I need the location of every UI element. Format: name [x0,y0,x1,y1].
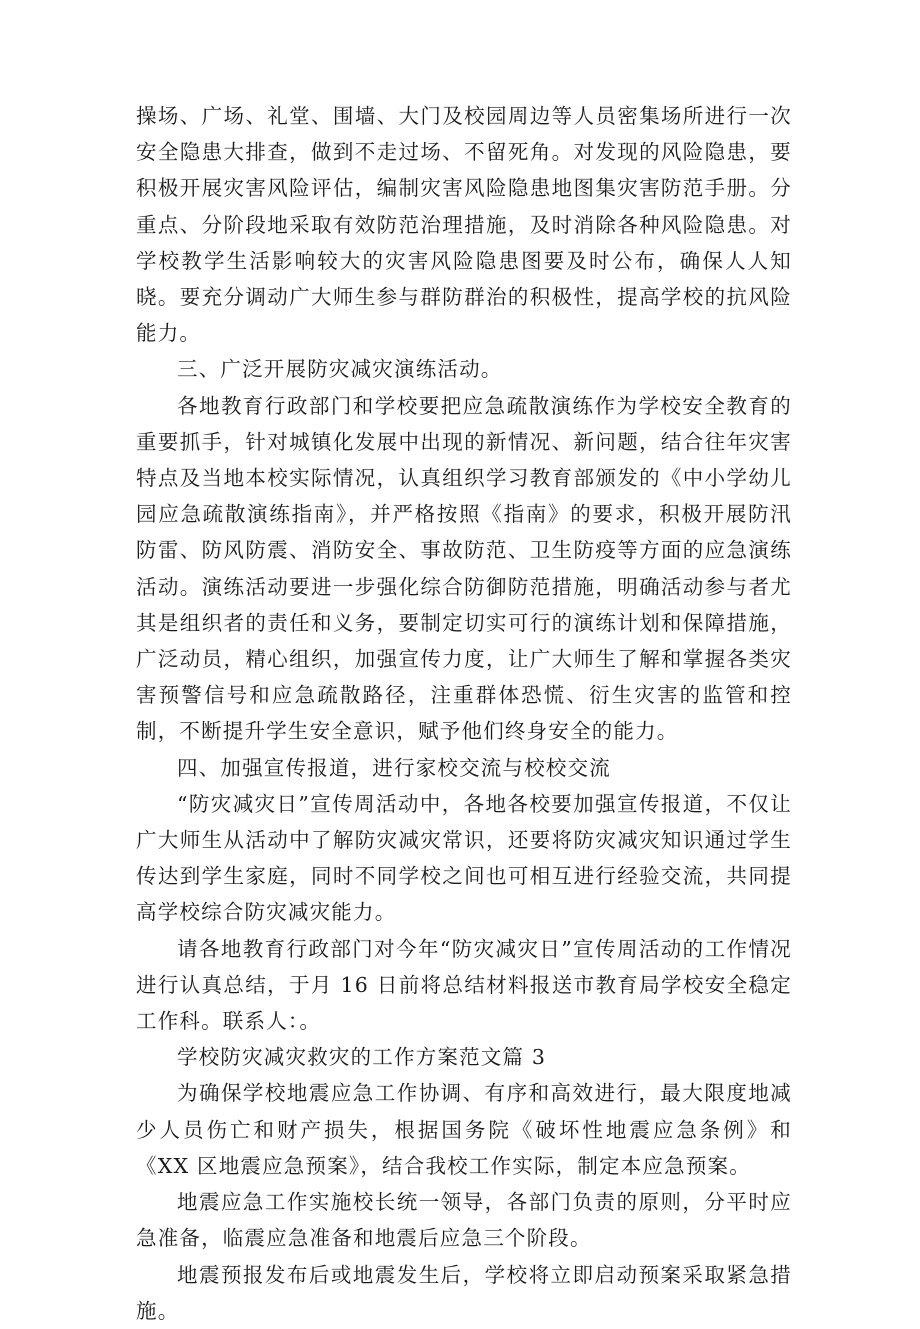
paragraph-summary-submission: 请各地教育行政部门对今年“防灾减灾日”宣传周活动的工作情况进行认真总结，于月 16 日前将总结材料报送市教育局学校安全稳定工作科。联系人：。 [136,936,792,1034]
paragraph-evacuation-drills: 各地教育行政部门和学校要把应急疏散演练作为学校安全教育的重要抓手，针对城镇化发展中出现的新情况、新问题，结合往年灾害特点及当地本校实际情况，认真组织学习教育部颁发的《中小学幼儿园应急疏散演练指南》，并严格按照《指南》的要求，积极开展防汛防雷、防风防震、消防安全、事故防范、卫生防疫等方面的应急演练活动。演练活动要进一步强化综合防御防范措施，明确活动参与者尤其是组织者的责任和义务，要制定切实可行的演练计划和保障措施，广泛动员，精心组织，加强宣传力度，让广大师生了解和掌握各类灾害预警信号和应急疏散路径，注重群体恐慌、衍生灾害的监管和控制，不断提升学生安全意识，赋予他们终身安全的能力。 [136,393,792,744]
paragraph-earthquake-principle: 地震应急工作实施校长统一领导，各部门负责的原则，分平时应急准备，临震应急准备和地震后应急三个阶段。 [136,1190,792,1251]
article-title-plan-3: 学校防灾减灾救灾的工作方案范文篇 3 [177,1045,547,1070]
document-body [136,98,792,1329]
section-heading-publicity: 四、加强宣传报道，进行家校交流与校校交流 [177,755,611,780]
paragraph-earthquake-activation: 地震预报发布后或地震发生后，学校将立即启动预案采取紧急措施。 [136,1262,792,1323]
section-heading-drills: 三、广泛开展防灾减灾演练活动。 [177,357,503,382]
paragraph-hazard-inspection: 操场、广场、礼堂、围墙、大门及校园周边等人员密集场所进行一次安全隐患大排查，做到不走过场、不留死角。对发现的风险隐患，要积极开展灾害风险评估，编制灾害风险隐患地图集灾害防范手册。分重点、分阶段地采取有效防范治理措施，及时消除各种风险隐患。对学校教学生活影响较大的灾害风险隐患图要及时公布，确保人人知晓。要充分调动广大师生参与群防群治的积极性，提高学校的抗风险能力。 [136,104,792,346]
paragraph-earthquake-purpose: 为确保学校地震应急工作协调、有序和高效进行，最大限度地减少人员伤亡和财产损失，根据国务院《破坏性地震应急条例》和《XX 区地震应急预案》，结合我校工作实际，制定本应急预案。 [136,1081,792,1178]
paragraph-publicity-week: “防灾减灾日”宣传周活动中，各地各校要加强宣传报道，不仅让广大师生从活动中了解防灾减灾常识，还要将防灾减灾知识通过学生传达到学生家庭，同时不同学校之间也可相互进行经验交流，共同提高学校综合防灾减灾能力。 [136,791,792,925]
